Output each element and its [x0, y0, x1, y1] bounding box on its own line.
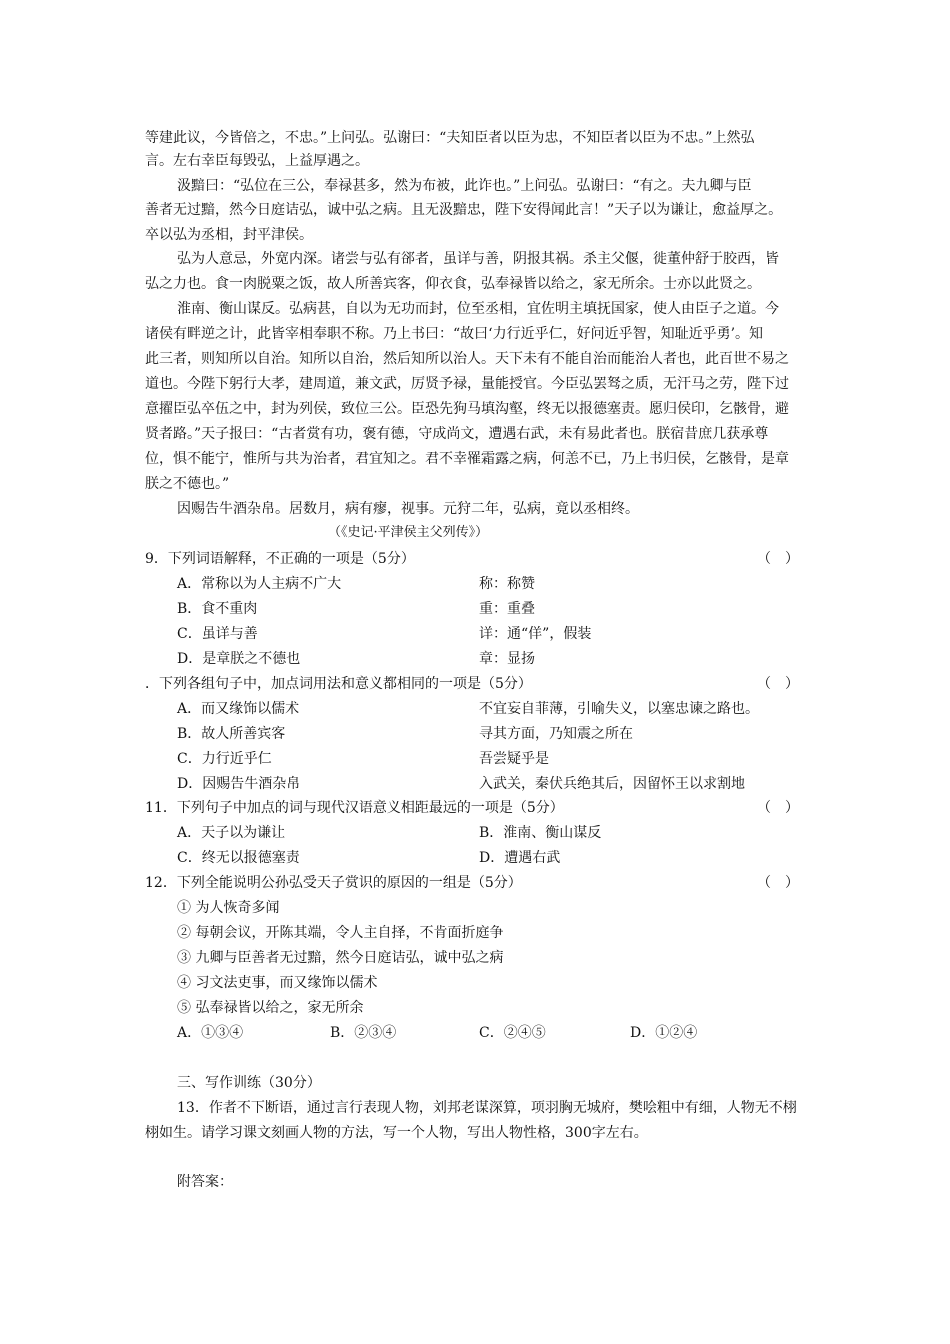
passage-line: 汲黯曰：“弘位在三公，奉禄甚多，然为布被，此诈也。”上问弘。弘谢曰：“有之。夫九卿与臣	[177, 178, 752, 194]
q12-choice-d: D．①②④	[630, 1025, 698, 1041]
q10-option-c: C．力行近乎仁	[177, 751, 272, 767]
answer-bracket: （ ）	[757, 875, 799, 891]
passage-line: 弘为人意忌，外宽内深。诸尝与弘有郤者，虽详与善，阴报其祸。杀主父偃，徙董仲舒于胶西，皆	[177, 251, 779, 267]
answer-key-label: 附答案：	[177, 1174, 233, 1190]
q10-option-b-pair: 寻其方面，乃知震之所在	[479, 726, 633, 742]
q12-choice-a: A．①③④	[177, 1025, 244, 1041]
q9-option-d: D．是章朕之不德也	[177, 651, 301, 667]
q9-option-d-gloss: 章：显扬	[479, 651, 535, 667]
answer-bracket: （ ）	[757, 551, 799, 567]
passage-line: 此三者，则知所以自治。知所以自治，然后知所以治人。天下未有不能自治而能治人者也，此百世不易之	[145, 351, 789, 367]
q10-option-d: D．因赐告牛酒杂帛	[177, 776, 301, 792]
question-13-line: 13．作者不下断语，通过言行表现人物，刘邦老谋深算，项羽胸无城府，樊哙粗中有细，人物无不栩	[177, 1100, 797, 1116]
q11-option-d: D．遭遇右武	[479, 850, 561, 866]
passage-line: 等建此议，今皆倍之，不忠。”上问弘。弘谢曰：“夫知臣者以臣为忠，不知臣者以臣为不忠。”上然弘	[145, 130, 755, 146]
question-9-stem: 9．下列词语解释，不正确的一项是（5分）	[145, 551, 415, 567]
section-3-title: 三、写作训练（30分）	[177, 1075, 321, 1091]
question-13-line: 栩如生。请学习课文刻画人物的方法，写一个人物，写出人物性格，300字左右。	[145, 1125, 648, 1141]
answer-bracket: （ ）	[757, 800, 799, 816]
passage-line: 言。左右幸臣每毁弘，上益厚遇之。	[145, 153, 369, 169]
q9-option-b: B．食不重肉	[177, 601, 258, 617]
q10-option-d-pair: 入武关，秦伏兵绝其后，因留怀王以求割地	[479, 776, 745, 792]
passage-line: 弘之力也。食一肉脱粟之饭，故人所善宾客，仰衣食，弘奉禄皆以给之，家无所余。士亦以此贤之。	[145, 276, 761, 292]
passage-line: 善者无过黯，然今日庭诘弘，诚中弘之病。且无汲黯忠，陛下安得闻此言！”天子以为谦让，愈益厚之。	[145, 202, 783, 218]
passage-line: 卒以弘为丞相，封平津侯。	[145, 227, 313, 243]
passage-line: 贤者路。”天子报曰：“古者赏有功，褒有德，守成尚文，遭遇右武，未有易此者也。朕宿昔庶几获承尊	[145, 426, 769, 442]
q11-option-a: A．天子以为谦让	[177, 825, 286, 841]
q12-item: ③ 九卿与臣善者无过黯，然今日庭诘弘，诚中弘之病	[177, 950, 504, 966]
source-citation: （《史记·平津侯主父列传》）	[328, 525, 489, 540]
q12-item: ② 每朝会议，开陈其端，令人主自择，不肯面折庭争	[177, 925, 504, 941]
question-10-stem: ．下列各组句子中，加点词用法和意义都相同的一项是（5分）	[145, 676, 532, 692]
passage-line: 因赐告牛酒杂帛。居数月，病有瘳，视事。元狩二年，弘病，竟以丞相终。	[177, 501, 639, 517]
q9-option-a-gloss: 称：称赞	[479, 576, 535, 592]
passage-line: 淮南、衡山谋反。弘病甚，自以为无功而封，位至丞相，宜佐明主填抚国家，使人由臣子之道。今	[177, 301, 779, 317]
passage-line: 诸侯有畔逆之计，此皆宰相奉职不称。乃上书曰：“故曰‘力行近乎仁，好问近乎智，知耻近乎勇’。知	[145, 326, 764, 342]
q12-item: ④ 习文法吏事，而又缘饰以儒术	[177, 975, 378, 991]
q10-option-a: A．而又缘饰以儒术	[177, 701, 300, 717]
q9-option-c-gloss: 详：通“佯”，假装	[479, 626, 592, 642]
q12-item: ① 为人恢奇多闻	[177, 900, 280, 916]
q9-option-c: C．虽详与善	[177, 626, 258, 642]
answer-bracket: （ ）	[757, 676, 799, 692]
q10-option-c-pair: 吾尝疑乎是	[479, 751, 549, 767]
q10-option-b: B．故人所善宾客	[177, 726, 286, 742]
question-12-stem: 12．下列全能说明公孙弘受天子赏识的原因的一组是（5分）	[145, 875, 522, 891]
q12-item: ⑤ 弘奉禄皆以给之，家无所余	[177, 1000, 364, 1016]
q10-option-a-pair: 不宜妄自菲薄，引喻失义，以塞忠谏之路也。	[479, 701, 759, 717]
question-11-stem: 11．下列句子中加点的词与现代汉语意义相距最远的一项是（5分）	[145, 800, 564, 816]
passage-line: 朕之不德也。”	[145, 476, 230, 492]
q9-option-b-gloss: 重：重叠	[479, 601, 535, 617]
q11-option-b: B．淮南、衡山谋反	[479, 825, 602, 841]
passage-line: 位，惧不能宁，惟所与共为治者，君宜知之。君不幸罹霜露之病，何恙不已，乃上书归侯，乞骸骨，是章	[145, 451, 789, 467]
q12-choice-b: B．②③④	[330, 1025, 397, 1041]
passage-line: 道也。今陛下躬行大孝，建周道，兼文武，厉贤予禄，量能授官。今臣弘罢驽之质，无汗马之劳，陛下过	[145, 376, 789, 392]
q9-option-a: A．常称以为人主病不广大	[177, 576, 342, 592]
q11-option-c: C．终无以报德塞责	[177, 850, 300, 866]
q12-choice-c: C．②④⑤	[479, 1025, 546, 1041]
passage-line: 意擢臣弘卒伍之中，封为列侯，致位三公。臣恐先狗马填沟壑，终无以报德塞责。愿归侯印，乞骸骨，避	[145, 401, 789, 417]
